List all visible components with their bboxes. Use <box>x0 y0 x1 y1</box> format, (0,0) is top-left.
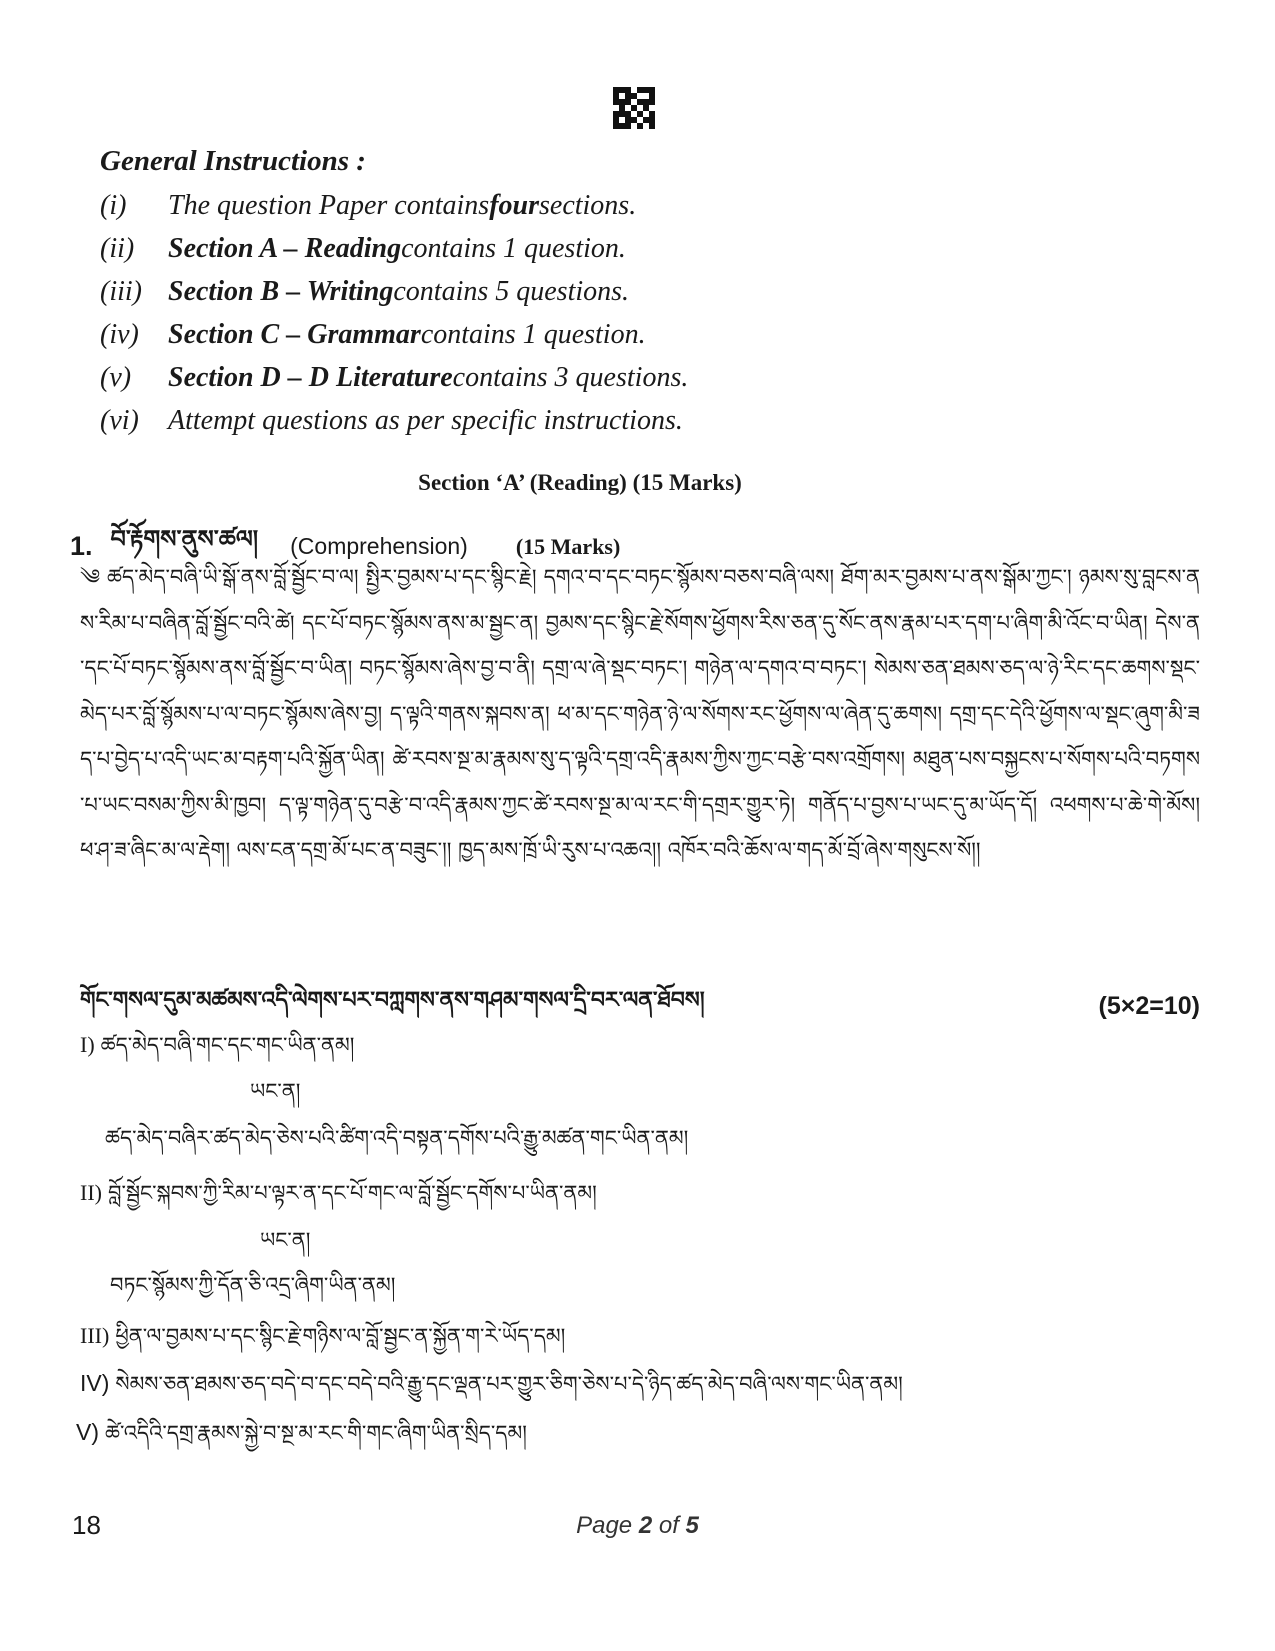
instruction-item: (iii) Section B – Writing contains 5 questions. <box>100 275 630 307</box>
page-number: Page 2 of 5 <box>576 1512 699 1539</box>
section-a-heading: Section ‘A’ (Reading) (15 Marks) <box>418 470 742 495</box>
instruction-item: (v) Section D – D Literature contains 3 questions. <box>100 361 689 393</box>
sub-question-instruction-text: གོང་གསལ་དུམ་མཚམས་འདི་ལེགས་པར་བཀླགས་ནས་གཤམ་གསལ་དྲི་བར་ལན་ཐོབས། <box>80 987 705 1013</box>
comprehension-passage: ༄ ཚད་མེད་བཞི་ཡི་སྒོ་ནས་བློ་སྦྱོང་བ་ལ། སྤྱིར་བྱམས་པ་དང་སྙིང་རྗེ། དགའ་བ་དང་བཏང་སྙོམས་བཅས་བཞི་ལས། ཐོག་མར་བྱམས་པ་ནས་སྒོམ་ཀྱང་། ཉམས་སུ་བླངས་ནས་རིམ་པ་བཞིན་བློ་སྦྱོང་བའི་ཚེ། དང་པོ་བཏང་སྙོམས་ནས་མ་སྦྱང་ན། བྱམས་དང་སྙིང་རྗེ་སོགས་ཕྱོགས་རིས་ཅན་དུ་སོང་ནས་རྣམ་པར་དག་པ་ཞིག་མི་འོང་བ་ཡིན། དེས་ན་དང་པོ་བཏང་སྙོམས་ནས་བློ་སྦྱོང་བ་ཡིན། བཏང་སྙོམས་ཞེས་བྱ་བ་ནི། དགྲ་ལ་ཞེ་སྡང་བཏང་། གཉེན་ལ་དགའ་བ་བཏང་། སེམས་ཅན་ཐམས་ཅད་ལ་ཉེ་རིང་དང་ཆགས་སྡང་མེད་པར་བློ་སྙོམས་པ་ལ་བཏང་སྙོམས་ཞེས་བྱ། ད་ལྟའི་གནས་སྐབས་ན། ཕ་མ་དང་གཉེན་ཉེ་ལ་སོགས་རང་ཕྱོགས་ལ་ཞེན་དུ་ཆགས། དགྲ་དང་དེའི་ཕྱོགས་ལ་སྡང་ཞུག་མི་ཟད་པ་བྱེད་པ་འདི་ཡང་མ་བརྟག་པའི་སྐྱོན་ཡིན། ཚེ་རབས་སྔ་མ་རྣམས་སུ་ད་ལྟའི་དགྲ་འདི་རྣམས་ཀྱིས་ཀྱང་བརྩེ་བས་འགྲོགས། མཐུན་པས་བསྐྱངས་པ་སོགས་པའི་བཏགས་པ་ཡང་བསམ་ཀྱིས་མི་ཁྱབ། ད་ལྟ་གཉེན་དུ་བརྩེ་བ་འདི་རྣམས་ཀྱང་ཚེ་རབས་སྔ་མ་ལ་རང་གི་དགྲར་གྱུར་ཏེ། གནོད་པ་བྱས་པ་ཡང་དུ་མ་ཡོད་དོ། འཕགས་པ་ཆེ་གེ་མོས། ཕ་ཤ་ཟ་ཞིང་མ་ལ་རྡེག། ལས་ངན་དགྲ་མོ་པང་ན་བཟུང་།། ཁྱད་མས་ཁྲོ་ཡི་རུས་པ་འཆའ།། འཁོར་བའི་ཆོས་ལ་གད་མོ་བྲོ་ཞེས་གསུངས་སོ།། <box>80 565 1200 862</box>
question-title-english: (Comprehension) <box>290 533 468 559</box>
question-v: V) ཚེ་འདིའི་དགྲ་རྣམས་སྐྱེ་བ་སྔ་མ་རང་གི་གང་ཞིག་ཡིན་སྲིད་དམ། <box>76 1419 527 1445</box>
general-instructions-title: General Instructions : <box>100 145 366 177</box>
question-number: 1. <box>70 531 93 561</box>
or-label: ཡང་ན། <box>260 1228 311 1252</box>
instruction-item: (ii) Section A – Reading contains 1 question. <box>100 232 626 264</box>
question-i-alternative: ཚད་མེད་བཞིར་ཚད་མེད་ཅེས་པའི་ཚིག་འདི་བསྟན་དགོས་པའི་རྒྱུ་མཚན་གང་ཡིན་ནམ། <box>105 1126 689 1150</box>
question-ii-alternative: བཏང་སྙོམས་ཀྱི་དོན་ཅི་འདྲ་ཞིག་ཡིན་ནམ། <box>110 1273 396 1297</box>
instruction-list <box>100 184 1200 442</box>
question-title: བོ་རྟོགས་ནུས་ཚལ། <box>110 524 259 553</box>
question-ii: II) བློ་སྦྱོང་སྐབས་ཀྱི་རིམ་པ་ལྟར་ན་དང་པོ་གང་ལ་བློ་སྦྱོང་དགོས་པ་ཡིན་ནམ། <box>80 1180 597 1205</box>
question-i: I) ཚད་མེད་བཞི་གང་དང་གང་ཡིན་ནམ། <box>80 1032 355 1057</box>
question-marks: (15 Marks) <box>515 533 621 559</box>
question-iii: III) ཕྱིན་ལ་བྱམས་པ་དང་སྙིང་རྗེ་གཉིས་ལ་བློ་སྦྱང་ན་སྐྱོན་ག་རེ་ཡོད་དམ། <box>80 1323 566 1348</box>
paper-code: 18 <box>72 1510 101 1540</box>
qr-code <box>613 87 655 129</box>
question-iv: IV) སེམས་ཅན་ཐམས་ཅད་བདེ་བ་དང་བདེ་བའི་རྒྱུ་དང་ལྡན་པར་གྱུར་ཅིག་ཅེས་པ་དེ་ཉིད་ཚད་མེད་བཞི་ལས་གང་ཡིན་ནམ། <box>80 1370 903 1396</box>
or-label: ཡང་ན། <box>250 1079 301 1103</box>
instruction-item: (iv) Section C – Grammar contains 1 question. <box>100 318 646 350</box>
instruction-item: (i) The question Paper contains four sections. <box>100 189 637 221</box>
instruction-item: (vi) Attempt questions as per specific instructions. <box>100 404 683 436</box>
sub-question-marks: (5×2=10) <box>1098 991 1200 1020</box>
general-instructions <box>100 145 1200 442</box>
